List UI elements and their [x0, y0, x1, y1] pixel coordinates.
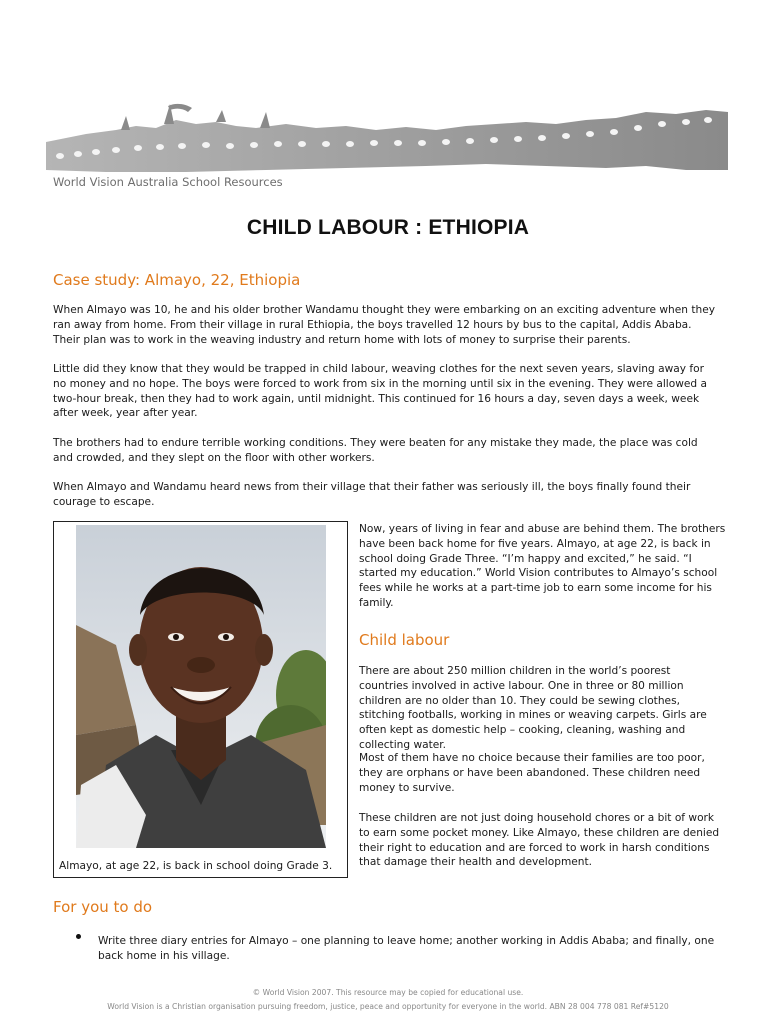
child-labour-paragraph-3: These children are not just doing household chores or a bit of work to earn some pocket money. Like Almayo, these children are denied their right to education and are forced to work in harsh conditions that damage their health and development.: [359, 812, 720, 869]
org-resource-line: World Vision Australia School Resources: [53, 175, 283, 189]
case-study-paragraph-4: When Almayo and Wandamu heard news from their village that their father was seriously ill, the boys finally found their courage to escape.: [53, 481, 691, 508]
almayo-portrait-photo: [76, 525, 326, 848]
case-study-paragraph-5: Now, years of living in fear and abuse are behind them. The brothers have been back home for five years. Almayo, at age 22, is back in school doing Grade Three. “I’m happy and excited,” he said. “I started my education.” World Vision contributes to Almayo’s school fees while he works at a part-time job to earn some income for his family.: [359, 523, 726, 609]
photo-frame: [53, 521, 348, 878]
case-study-paragraph-3: The brothers had to endure terrible working conditions. They were beaten for any mistake they made, the place was cold and crowded, and they slept on the floor with other workers.: [53, 437, 698, 464]
activity-bullet-item: Write three diary entries for Almayo – one planning to leave home; another working in Addis Ababa; and finally, one back home in his village.: [98, 935, 715, 962]
child-labour-paragraph-2: Most of them have no choice because their families are too poor, they are orphans or have been abandoned. These children need money to survive.: [359, 752, 705, 794]
footer-organisation-statement: World Vision is a Christian organisation pursuing freedom, justice, peace and opportunity for everyone in the world. ABN 28 004 778 081 Ref#5120: [107, 1002, 669, 1011]
child-labour-paragraph-1: There are about 250 million children in the world’s poorest countries involved in active labour. One in three or 80 million children are no older than 10. They could be sewing clothes, stitching footballs, working in mines or weaving carpets. Girls are often kept as domestic help – cooking, cleaning, washing and collecting water.: [359, 665, 707, 751]
bullet-icon: [76, 934, 81, 939]
page-title: CHILD LABOUR : ETHIOPIA: [246, 216, 530, 239]
case-study-paragraph-1: When Almayo was 10, he and his older brother Wandamu thought they were embarking on an exciting adventure when they ran away from home. From their village in rural Ethiopia, the boys travelled 12 hours by bus to the capital, Addis Ababa. Their plan was to work in the weaving industry and return home with lots of money to surprise their parents.: [53, 304, 716, 346]
for-you-to-do-heading: For you to do: [53, 898, 153, 916]
photo-caption: Almayo, at age 22, is back in school doing Grade 3.: [59, 860, 333, 872]
footer-copyright: © World Vision 2007. This resource may be copied for educational use.: [252, 988, 524, 997]
case-study-paragraph-2: Little did they know that they would be trapped in child labour, weaving clothes for the next seven years, slaving away for no money and no hope. The boys were forced to work from six in the morning until six in the evening. They were allowed a two-hour break, then they had to work again, until midnight. This continued for 16 hours a day, seven days a week, week after week, year after year.: [53, 363, 707, 420]
child-labour-heading: Child labour: [359, 631, 450, 649]
case-study-heading: Case study: Almayo, 22, Ethiopia: [53, 271, 301, 289]
world-vision-banner-graphic: [46, 100, 728, 174]
